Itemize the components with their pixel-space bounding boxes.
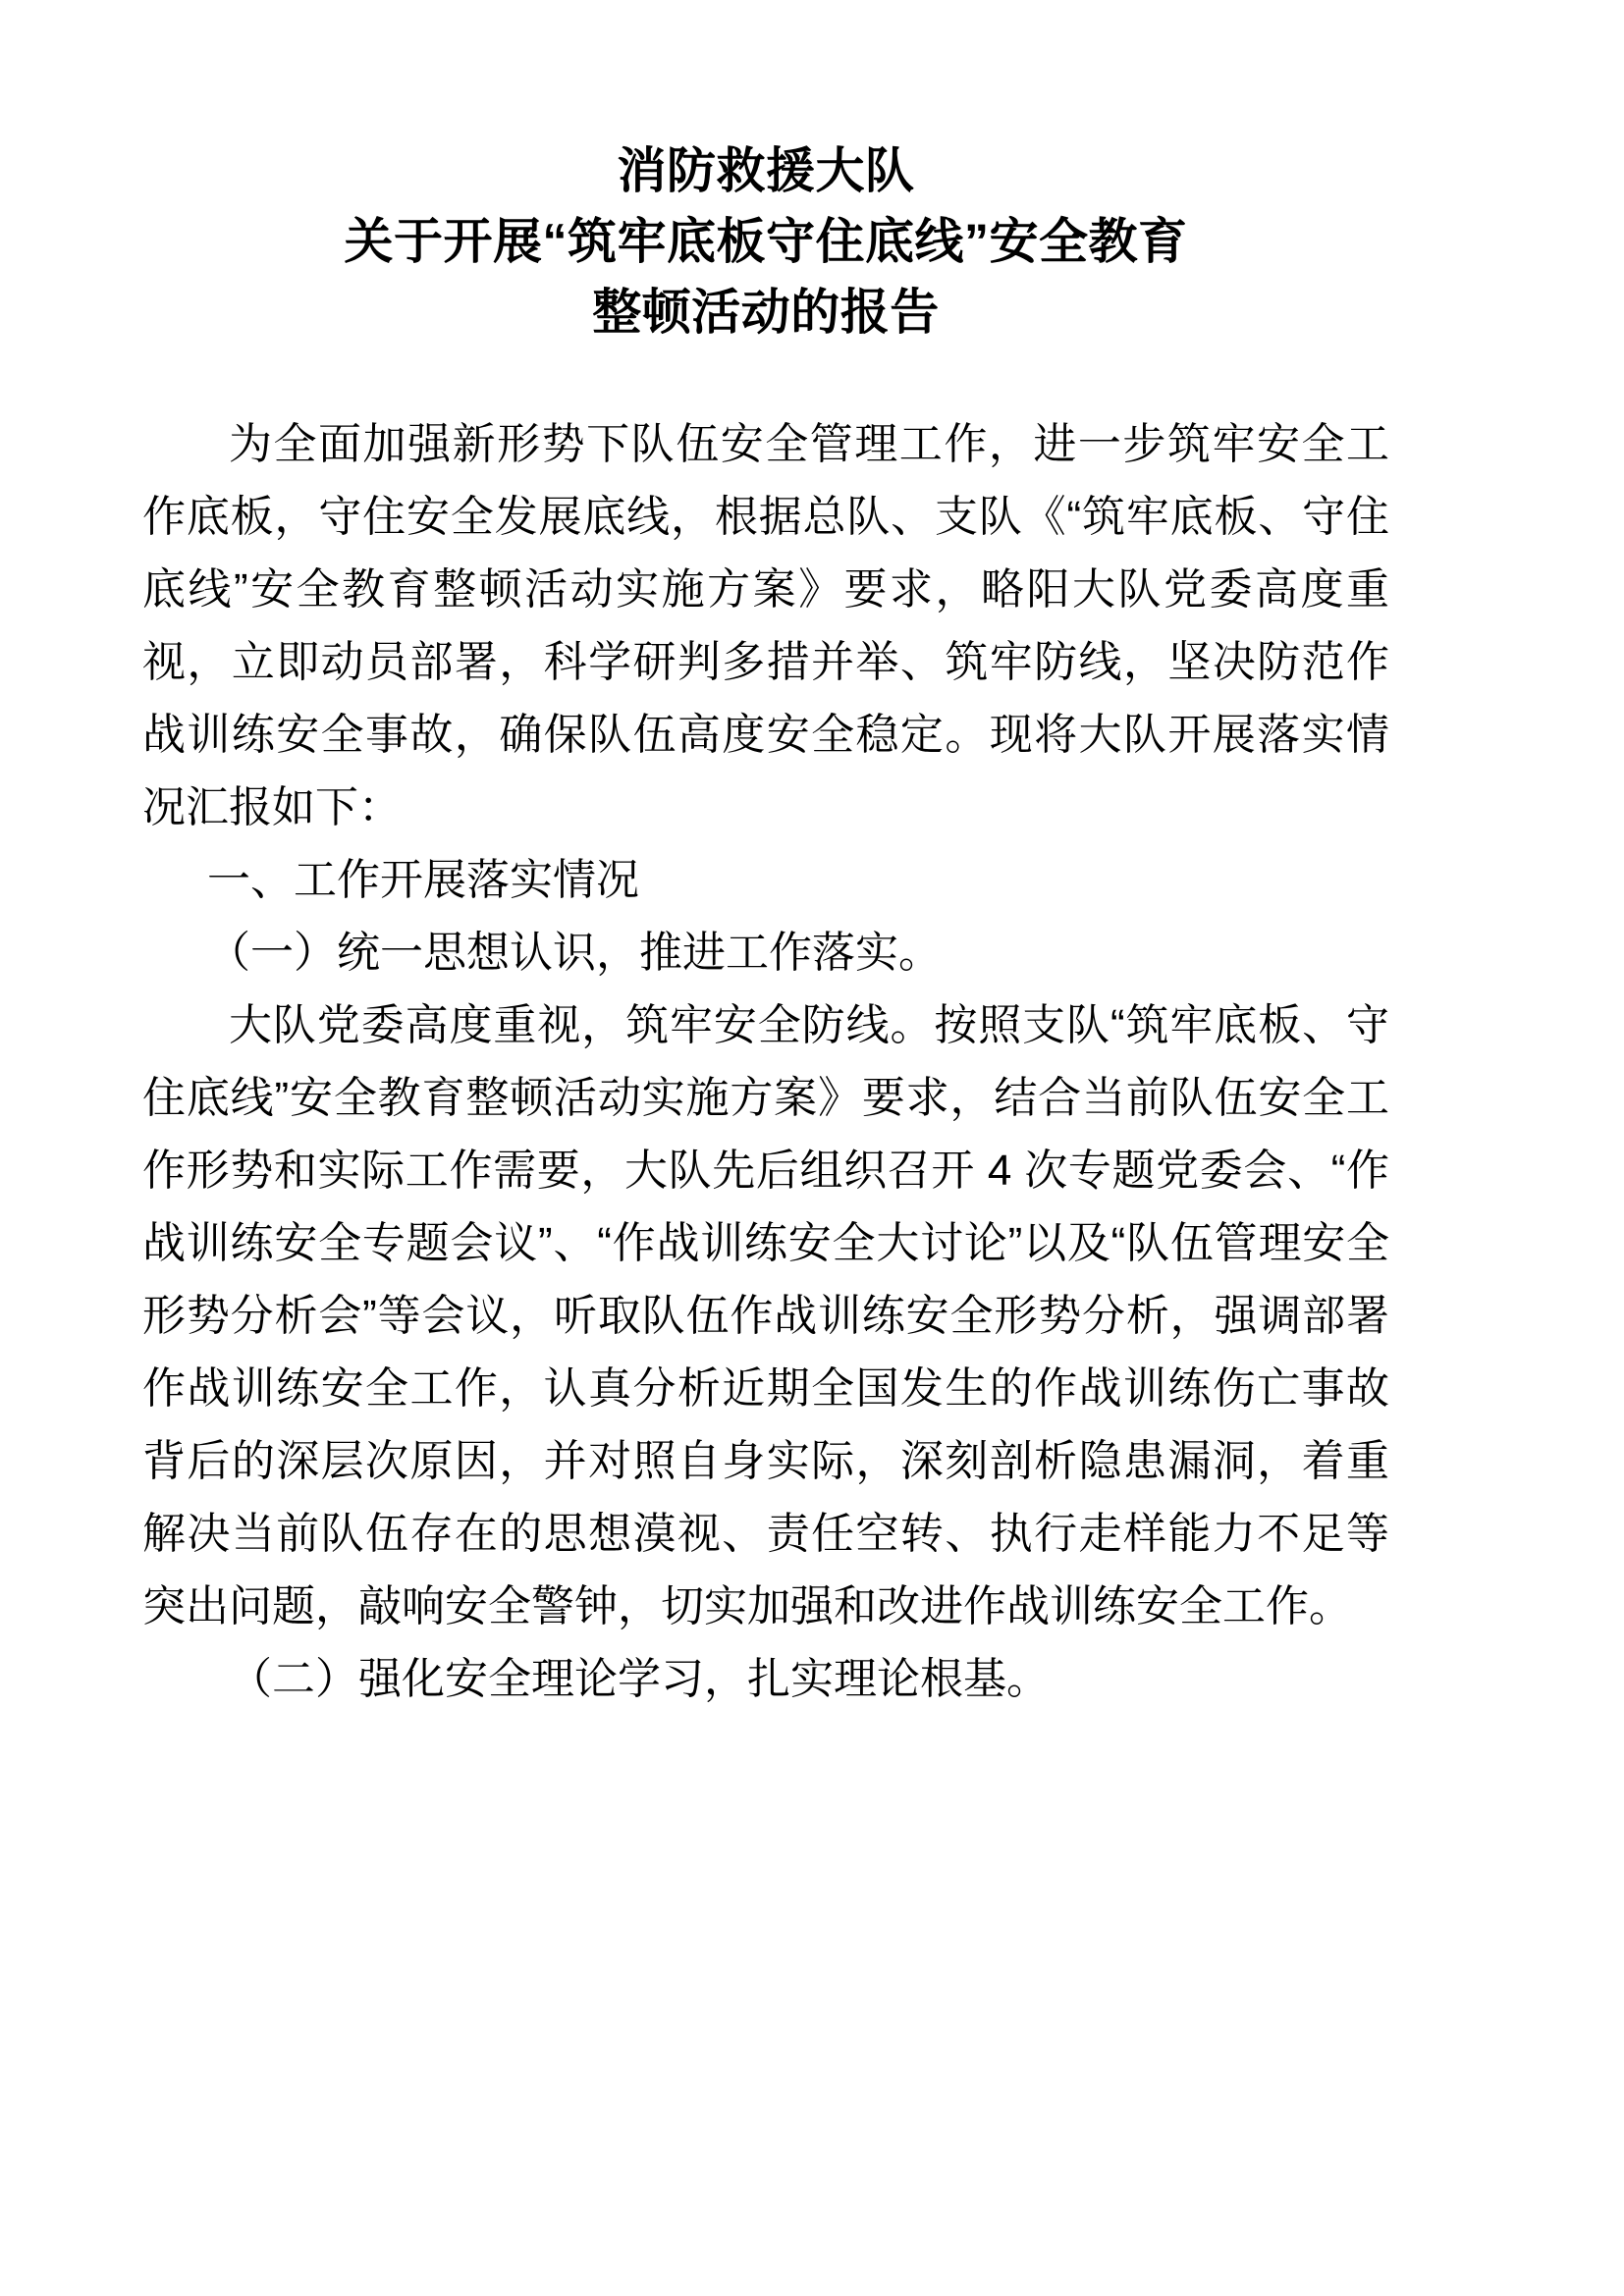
paragraph-subsection-one-body: 大队党委高度重视，筑牢安全防线。按照支队“筑牢底板、守住底线”安全教育整顿活动实施方案》要求，结合当前队伍安全工作形势和实际工作需要，大队先后组织召开 4 次专题党委会、“作战训练安全专题会议”、“作战训练安全大讨论”以及“队伍管理安全形势分析会”等会议，听取队伍作战训练安全形势分析，强调部署作战训练安全工作，认真分析近期全国发生的作战训练伤亡事故背后的深层次原因，并对照自身实际，深刻剖析隐患漏洞，着重解决当前队伍存在的思想漠视、责任空转、执行走样能力不足等突出问题，敲响安全警钟，切实加强和改进作战训练安全工作。 xyxy=(142,1001,1389,1630)
section-heading-one: 一、工作开展落实情况 xyxy=(207,856,639,904)
title-line-2: 关于开展“筑牢底板守住底线”安全教育 xyxy=(344,214,1188,269)
subsection-heading-one: （一）统一思想认识，推进工作落实。 xyxy=(207,929,942,977)
title-line-3: 整顿活动的报告 xyxy=(592,285,940,340)
document-title xyxy=(142,0,1389,347)
document-body xyxy=(142,0,1389,1716)
title-line-1: 消防救援大队 xyxy=(617,143,915,198)
subsection-heading-two: （二）强化安全理论学习，扎实理论根基。 xyxy=(229,1655,1050,1703)
paragraph-intro: 为全面加强新形势下队伍安全管理工作，进一步筑牢安全工作底板，守住安全发展底线，根据总队、支队《“筑牢底板、守住底线”安全教育整顿活动实施方案》要求，略阳大队党委高度重视，立即动员部署，科学研判多措并举、筑牢防线，坚决防范作战训练安全事故，确保队伍高度安全稳定。现将大队开展落实情况汇报如下： xyxy=(142,420,1389,831)
